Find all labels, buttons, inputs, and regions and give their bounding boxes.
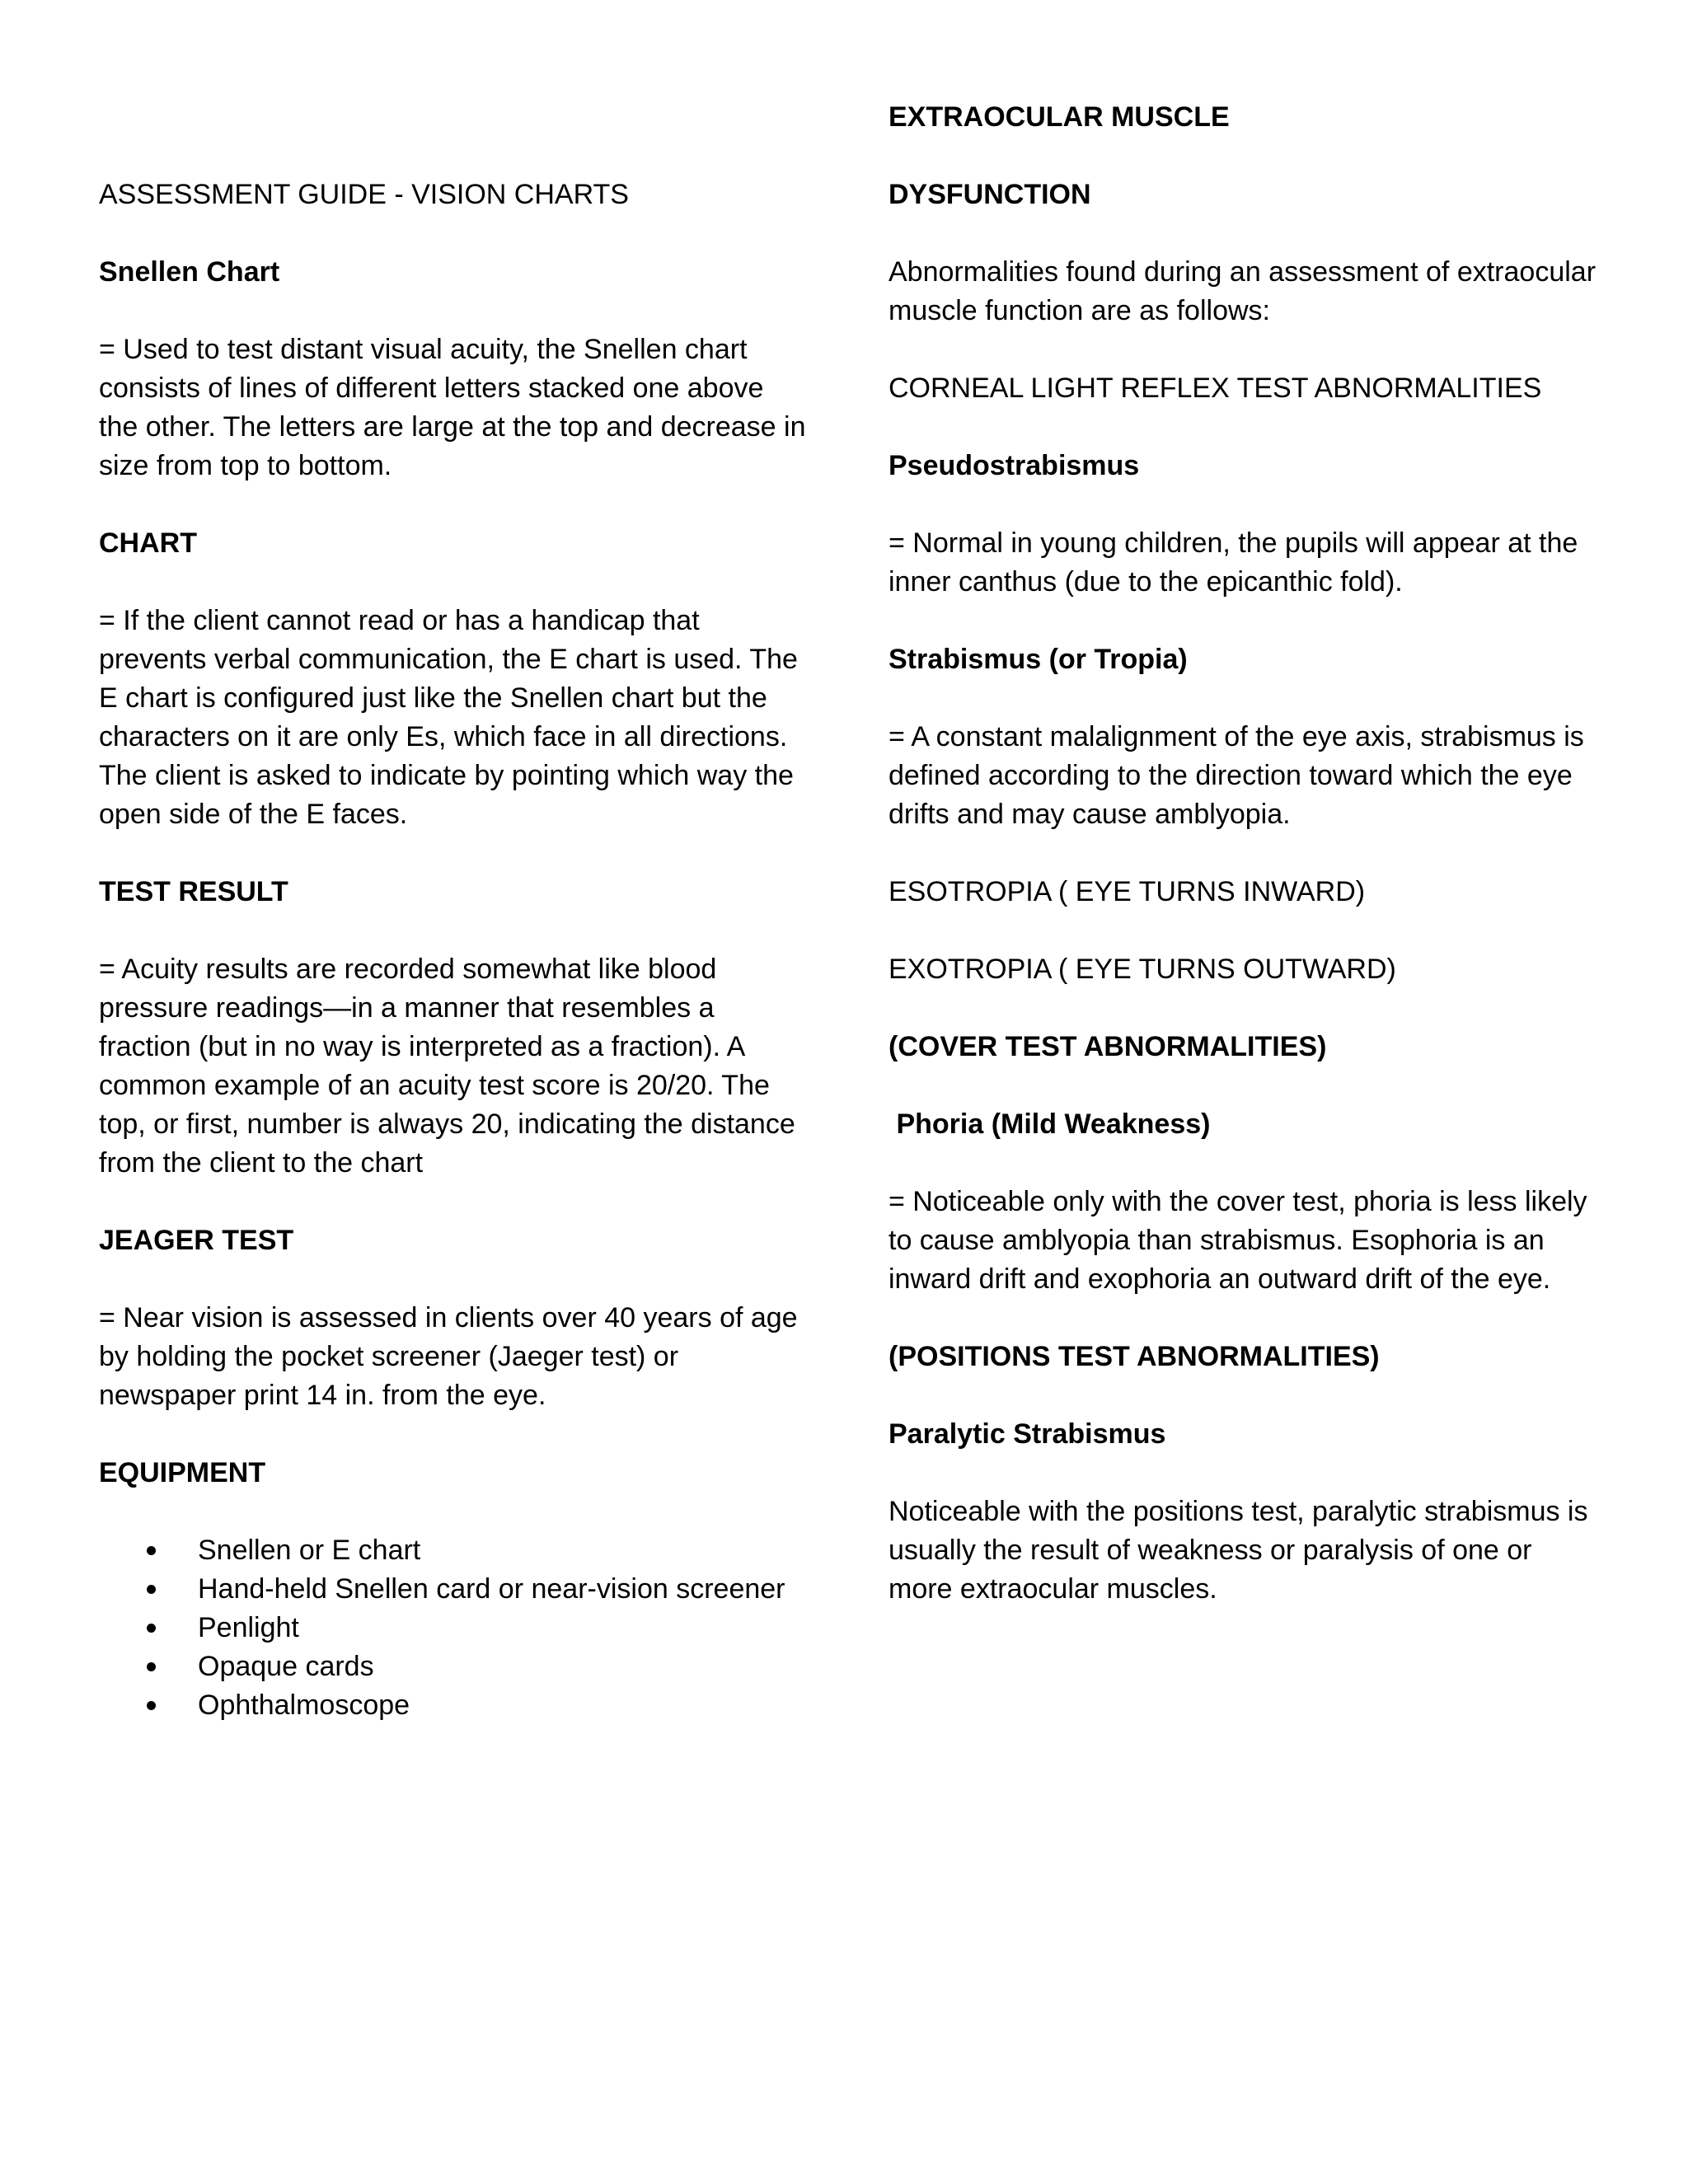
extraocular-heading-line1: EXTRAOCULAR MUSCLE xyxy=(889,101,1230,133)
extraocular-intro: Abnormalities found during an assessment of extraocular muscle function are as follows: xyxy=(889,256,1597,326)
bullet-icon xyxy=(147,1701,156,1710)
snellen-description: = Used to test distant visual acuity, the Snellen chart consists of lines of different letters stacked one above the other. The letters are large at the top and decrease in size from top to bottom. xyxy=(99,334,806,481)
strabismus-heading: Strabismus (or Tropia) xyxy=(889,644,1188,675)
exotropia-line: EXOTROPIA ( EYE TURNS OUTWARD) xyxy=(889,954,1396,985)
list-item-text: Opaque cards xyxy=(198,1651,374,1682)
jeager-test-description: = Near vision is assessed in clients over 40 years of age by holding the pocket screener (Jaeger test) or newspaper print 14 in. from the eye. xyxy=(99,1302,798,1411)
bullet-icon xyxy=(147,1624,156,1633)
test-result-heading: TEST RESULT xyxy=(99,876,288,907)
chart-heading: CHART xyxy=(99,527,197,559)
list-item-text: Penlight xyxy=(198,1612,299,1643)
list-item xyxy=(99,1647,808,1686)
cover-test-heading: (COVER TEST ABNORMALITIES) xyxy=(889,1031,1327,1062)
list-item xyxy=(99,1686,808,1725)
pseudostrabismus-description: = Normal in young children, the pupils will appear at the inner canthus (due to the epicanthic fold). xyxy=(889,527,1578,598)
strabismus-description: = A constant malalignment of the eye axis, strabismus is defined according to the direction toward which the eye drifts and may cause amblyopia. xyxy=(889,721,1584,830)
chart-description: = If the client cannot read or has a handicap that prevents verbal communication, the E chart is used. The E chart is configured just like the Snellen chart but the characters on it are only Es, which face in all directions. The client is asked to indicate by pointing which way the open side of the E faces. xyxy=(99,605,798,830)
list-item xyxy=(99,1570,808,1609)
list-item-text: Hand-held Snellen card or near-vision screener xyxy=(198,1573,785,1605)
document-title: ASSESSMENT GUIDE - VISION CHARTS xyxy=(99,179,629,210)
test-result-description: = Acuity results are recorded somewhat like blood pressure readings—in a manner that resembles a fraction (but in no way is interpreted as a fraction). A common example of an acuity test score is 20/20. The top, or first, number is always 20, indicating the distance from the client to the chart xyxy=(99,954,795,1179)
list-item-text: Ophthalmoscope xyxy=(198,1690,410,1721)
phoria-description: = Noticeable only with the cover test, phoria is less likely to cause amblyopia than strabismus. Esophoria is an inward drift and exophoria an outward drift of the eye. xyxy=(889,1186,1587,1295)
esotropia-line: ESOTROPIA ( EYE TURNS INWARD) xyxy=(889,876,1366,907)
left-column xyxy=(99,0,808,1725)
phoria-heading: Phoria (Mild Weakness) xyxy=(889,1108,1211,1140)
equipment-list xyxy=(99,1531,808,1725)
positions-test-heading: (POSITIONS TEST ABNORMALITIES) xyxy=(889,1341,1380,1372)
jeager-test-heading: JEAGER TEST xyxy=(99,1225,294,1256)
snellen-heading: Snellen Chart xyxy=(99,256,280,288)
extraocular-heading-line2: DYSFUNCTION xyxy=(889,179,1091,210)
right-column xyxy=(889,0,1597,1647)
bullet-icon xyxy=(147,1585,156,1594)
equipment-heading: EQUIPMENT xyxy=(99,1457,266,1488)
paralytic-strabismus-description: Noticeable with the positions test, paralytic strabismus is usually the result of weakness or paralysis of one or more extraocular muscles. xyxy=(889,1496,1588,1605)
paralytic-strabismus-heading: Paralytic Strabismus xyxy=(889,1418,1166,1450)
list-item-text: Snellen or E chart xyxy=(198,1535,421,1566)
pseudostrabismus-heading: Pseudostrabismus xyxy=(889,450,1140,481)
bullet-icon xyxy=(147,1662,156,1671)
bullet-icon xyxy=(147,1546,156,1555)
corneal-reflex-heading: CORNEAL LIGHT REFLEX TEST ABNORMALITIES xyxy=(889,373,1542,404)
list-item xyxy=(99,1609,808,1647)
list-item xyxy=(99,1531,808,1570)
